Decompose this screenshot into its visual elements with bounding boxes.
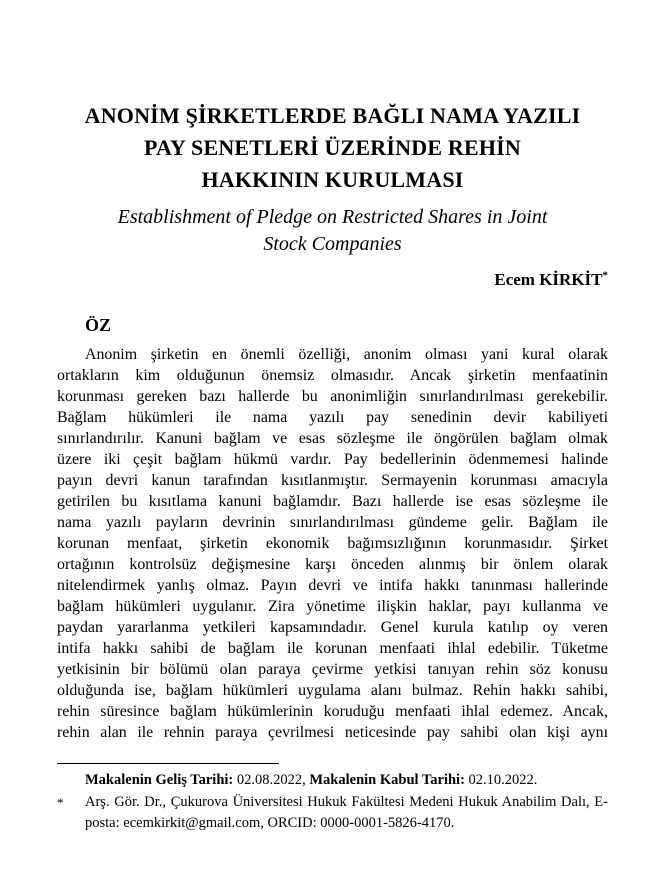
article-title-line: PAY SENETLERİ ÜZERİNDE REHİN bbox=[143, 135, 522, 160]
abstract-line: ortağının kontrolsüz değişmesine karşı önceden alınmış bir önlem olarak bbox=[57, 556, 608, 573]
article-subtitle-english bbox=[57, 204, 608, 258]
abstract-line: rehin süresince bağlam hükümlerinin koruduğu menfaati ihlal edemez. Ancak, bbox=[57, 703, 608, 720]
article-subtitle-line: Establishment of Pledge on Restricted Shares in Joint bbox=[117, 206, 548, 228]
abstract-heading: ÖZ bbox=[85, 315, 112, 335]
footnote-author-affiliation-text: Arş. Gör. Dr., Çukurova Üniversitesi Hukuk Fakültesi Medeni Hukuk Anabilim Dalı, E-posta: ecemkirkit@gmail.com, ORCID: 0000-0001-5826-4170. bbox=[85, 793, 608, 831]
footnote-dates-text bbox=[85, 770, 608, 792]
abstract-line: nama yazılı payların devrinin sınırlandırılması gündeme gelir. Bağlam ile bbox=[57, 514, 608, 531]
abstract-line: bağlam hükümleri uygulanır. Zira yönetime ilişkin haklar, payı kullanma ve bbox=[57, 598, 608, 615]
article-title-line: HAKKININ KURULMASI bbox=[201, 167, 464, 192]
abstract-line: olduğunda ise, bağlam hükümleri uygulama alanı bulmaz. Rehin hakkı sahibi, bbox=[57, 682, 608, 699]
abstract-line: üzere iki çeşit bağlam hükmü vardır. Pay bedellerinin ödenmemesi halinde bbox=[57, 451, 608, 468]
article-title-line: ANONİM ŞİRKETLERDE BAĞLI NAMA YAZILI bbox=[84, 103, 581, 128]
abstract-line: intifa hakkı sahibi de bağlam ile korunan menfaati ihlal edebilir. Tüketme bbox=[57, 640, 608, 657]
footnote-author-affiliation bbox=[57, 792, 608, 835]
author-footnote-marker: * bbox=[602, 269, 608, 282]
abstract-line: korunması gereken bazı hallerde bu anonimliğin sınırlandırılması gerekebilir. bbox=[57, 388, 608, 405]
abstract-line: Bağlam hükümleri ile nama yazılı pay senedinin devir kabiliyeti bbox=[57, 409, 608, 426]
accepted-date-value: 02.10.2022. bbox=[464, 772, 538, 788]
abstract-line: getirilen bu kısıtlama kanuni bağlamdır. Bazı hallerde ise esas sözleşme ile bbox=[57, 493, 608, 510]
footnotes-block bbox=[57, 770, 608, 835]
abstract-line: Anonim şirketin en önemli özelliği, anonim olması yani kural olarak bbox=[85, 346, 608, 363]
abstract-paragraph bbox=[57, 344, 608, 743]
received-date-value: 02.08.2022, bbox=[233, 772, 310, 788]
abstract-line: payın devri kanun tarafından kısıtlanmıştır. Sermayenin korunması amacıyla bbox=[57, 472, 608, 489]
author-byline bbox=[57, 268, 608, 292]
received-date-label: Makalenin Geliş Tarihi: bbox=[85, 772, 234, 788]
abstract-line: paydan yararlanma yetkileri kapsamındadır. Genel kurula katılıp oy veren bbox=[57, 619, 608, 636]
footnote-article-dates bbox=[57, 770, 608, 792]
abstract-line: nitelendirmek yanlış olmaz. Payın devri ve intifa hakkı tanınması hallerinde bbox=[57, 577, 608, 594]
article-title bbox=[57, 100, 608, 196]
article-subtitle-line: Stock Companies bbox=[263, 233, 402, 255]
author-name: Ecem KİRKİT bbox=[494, 270, 603, 289]
abstract-line: sınırlandırılır. Kanuni bağlam ve esas sözleşme ile öngörülen bağlam olmak bbox=[57, 430, 608, 447]
footnote-marker-asterisk: * bbox=[57, 794, 64, 810]
footnote-separator-rule bbox=[57, 763, 279, 764]
accepted-date-label: Makalenin Kabul Tarihi: bbox=[309, 772, 465, 788]
abstract-line: rehin alan ile rehnin paraya çevrilmesi neticesinde pay sahibi olan kişi aynı bbox=[57, 724, 608, 741]
abstract-line: ortakların kim olduğunun önemsiz olmasıdır. Ancak şirketin menfaatinin bbox=[57, 367, 608, 384]
abstract-line: korunan menfaat, şirketin ekonomik bağımsızlığının korunmasıdır. Şirket bbox=[57, 535, 608, 552]
abstract-line: yetkisinin bir bölümü olan paraya çevirme yetkisi tanıyan rehin söz konusu bbox=[57, 661, 608, 678]
